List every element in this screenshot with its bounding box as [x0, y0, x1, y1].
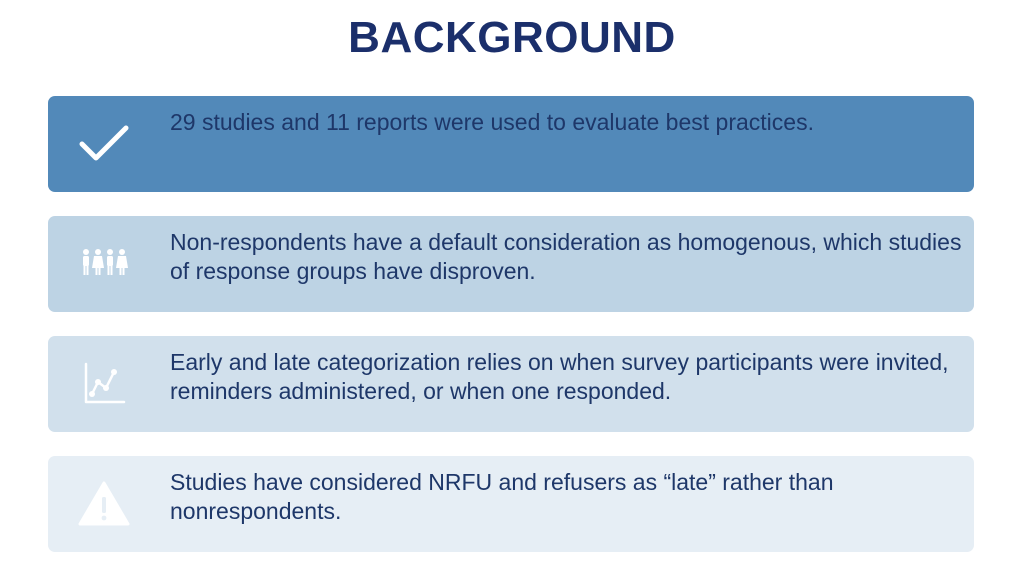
background-card-nonrespondents: [48, 216, 974, 312]
slide-title: BACKGROUND: [348, 13, 676, 62]
card-text: Early and late categorization relies on when survey participants were invited, reminders administered, or when one responded.: [170, 349, 949, 404]
background-card-categorization: [48, 336, 974, 432]
card-text: Studies have considered NRFU and refusers as “late” rather than nonrespondents.: [170, 469, 834, 524]
warning-icon: [76, 478, 132, 530]
people-group-icon: [76, 238, 132, 290]
line-chart-icon: [76, 358, 132, 410]
checkmark-icon: [76, 118, 132, 170]
card-text: Non-respondents have a default consideration as homogenous, which studies of response groups have disproven.: [170, 229, 962, 284]
background-card-nrfu: [48, 456, 974, 552]
background-card-studies: [48, 96, 974, 192]
card-text: 29 studies and 11 reports were used to evaluate best practices.: [170, 109, 814, 135]
